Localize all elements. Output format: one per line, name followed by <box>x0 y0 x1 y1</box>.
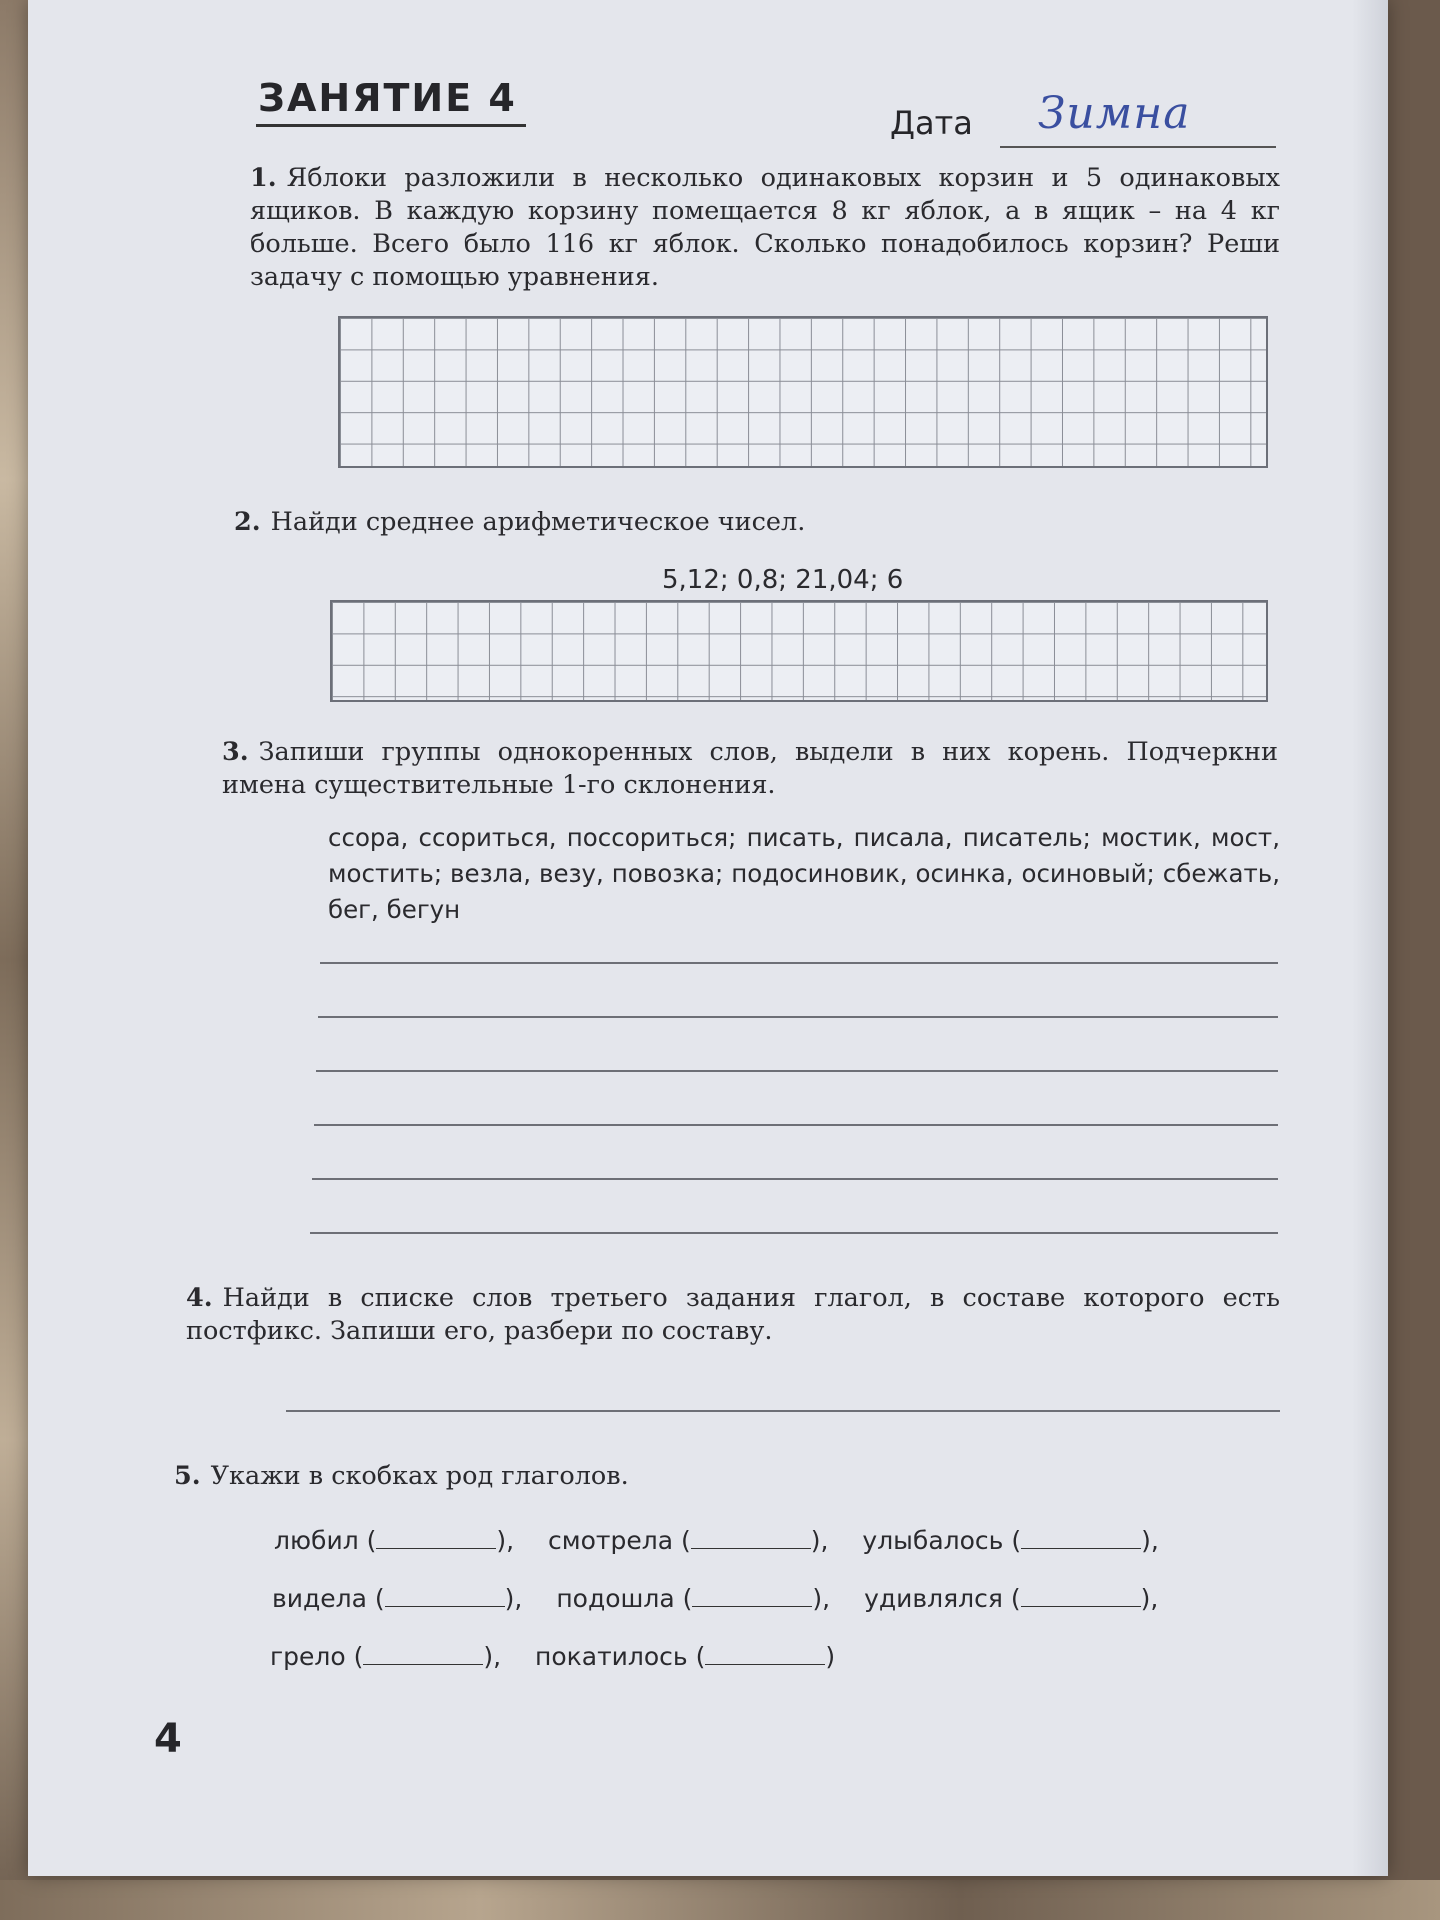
verb-label: смотрела <box>548 1526 674 1555</box>
task-4-answer-line[interactable] <box>286 1410 1280 1412</box>
task-3-answer-line[interactable] <box>310 1232 1278 1234</box>
verb-label: удивлялся <box>864 1584 1003 1613</box>
table-background-bottom <box>0 1880 1440 1920</box>
task-3-answer-line[interactable] <box>312 1178 1278 1180</box>
task-4-number: 4. <box>186 1283 213 1313</box>
gender-blank[interactable] <box>385 1588 505 1607</box>
task-2-answer-grid[interactable] <box>330 600 1268 702</box>
gender-blank[interactable] <box>705 1646 825 1665</box>
gender-blank[interactable] <box>1021 1530 1141 1549</box>
gender-blank[interactable] <box>376 1530 496 1549</box>
task-5-number: 5. <box>174 1461 201 1491</box>
gender-blank[interactable] <box>692 1588 812 1607</box>
task-1-number: 1. <box>250 163 277 193</box>
task-1 <box>250 162 1280 294</box>
task-4 <box>186 1282 1280 1348</box>
task-5 <box>174 1460 1274 1493</box>
task-2-numbers: 5,12; 0,8; 21,04; 6 <box>662 565 904 595</box>
task-1-answer-grid[interactable] <box>338 316 1268 468</box>
verb-label: грело <box>270 1642 346 1671</box>
task-3-answer-line[interactable] <box>316 1070 1278 1072</box>
task-2 <box>234 506 1274 539</box>
task-3 <box>222 736 1278 802</box>
verb-label: любил <box>274 1526 359 1555</box>
lesson-title: ЗАНЯТИЕ 4 <box>258 76 517 120</box>
title-underline <box>256 124 526 127</box>
page-fold <box>1352 0 1388 1876</box>
workbook-page <box>28 0 1388 1876</box>
verb-label: подошла <box>556 1584 675 1613</box>
task-3-answer-line[interactable] <box>314 1124 1278 1126</box>
verb-label: улыбалось <box>862 1526 1004 1555</box>
gender-blank[interactable] <box>363 1646 483 1665</box>
gender-blank[interactable] <box>1021 1588 1141 1607</box>
task-3-word-list: ссора, ссориться, поссориться; писать, писала, писатель; мостик, мост, мостить; везла, везу, повозка; подосиновик, осинка, осиновый; сбежать, бег, бегун <box>328 823 1280 924</box>
task-5-text: Укажи в скобках род глаголов. <box>210 1461 629 1491</box>
task-3-number: 3. <box>222 737 249 767</box>
task-1-text: Яблоки разложили в несколько одинаковых корзин и 5 одинаковых ящиков. В каждую корзину помещается 8 кг яблок, а в ящик – на 4 кг больше. Всего было 116 кг яблок. Сколько понадобилось корзин? Реши задачу с помощью уравнения. <box>250 163 1280 292</box>
verb-label: покатилось <box>535 1642 688 1671</box>
date-handwritten-value: Зимна <box>1038 88 1191 139</box>
date-label: Дата <box>890 104 973 142</box>
task-5-verb-row-1: любил ( ), смотрела ( ), улыбалось ( ), <box>274 1526 1159 1555</box>
date-line <box>1000 146 1276 148</box>
task-5-verb-row-2: видела ( ), подошла ( ), удивлялся ( ), <box>272 1584 1159 1613</box>
task-2-text: Найди среднее арифметическое чисел. <box>270 507 806 537</box>
gender-blank[interactable] <box>691 1530 811 1549</box>
task-4-text: Найди в списке слов третьего задания глагол, в составе которого есть постфикс. Запиши его, разбери по составу. <box>186 1283 1280 1346</box>
task-5-verb-row-3: грело ( ), покатилось ( ) <box>270 1642 836 1671</box>
verb-label: видела <box>272 1584 367 1613</box>
task-3-answer-line[interactable] <box>318 1016 1278 1018</box>
page-number: 4 <box>154 1716 182 1762</box>
task-2-number: 2. <box>234 507 261 537</box>
task-3-text: Запиши группы однокоренных слов, выдели в них корень. Подчеркни имена существительные 1-го склонения. <box>222 737 1278 800</box>
task-3-answer-line[interactable] <box>320 962 1278 964</box>
